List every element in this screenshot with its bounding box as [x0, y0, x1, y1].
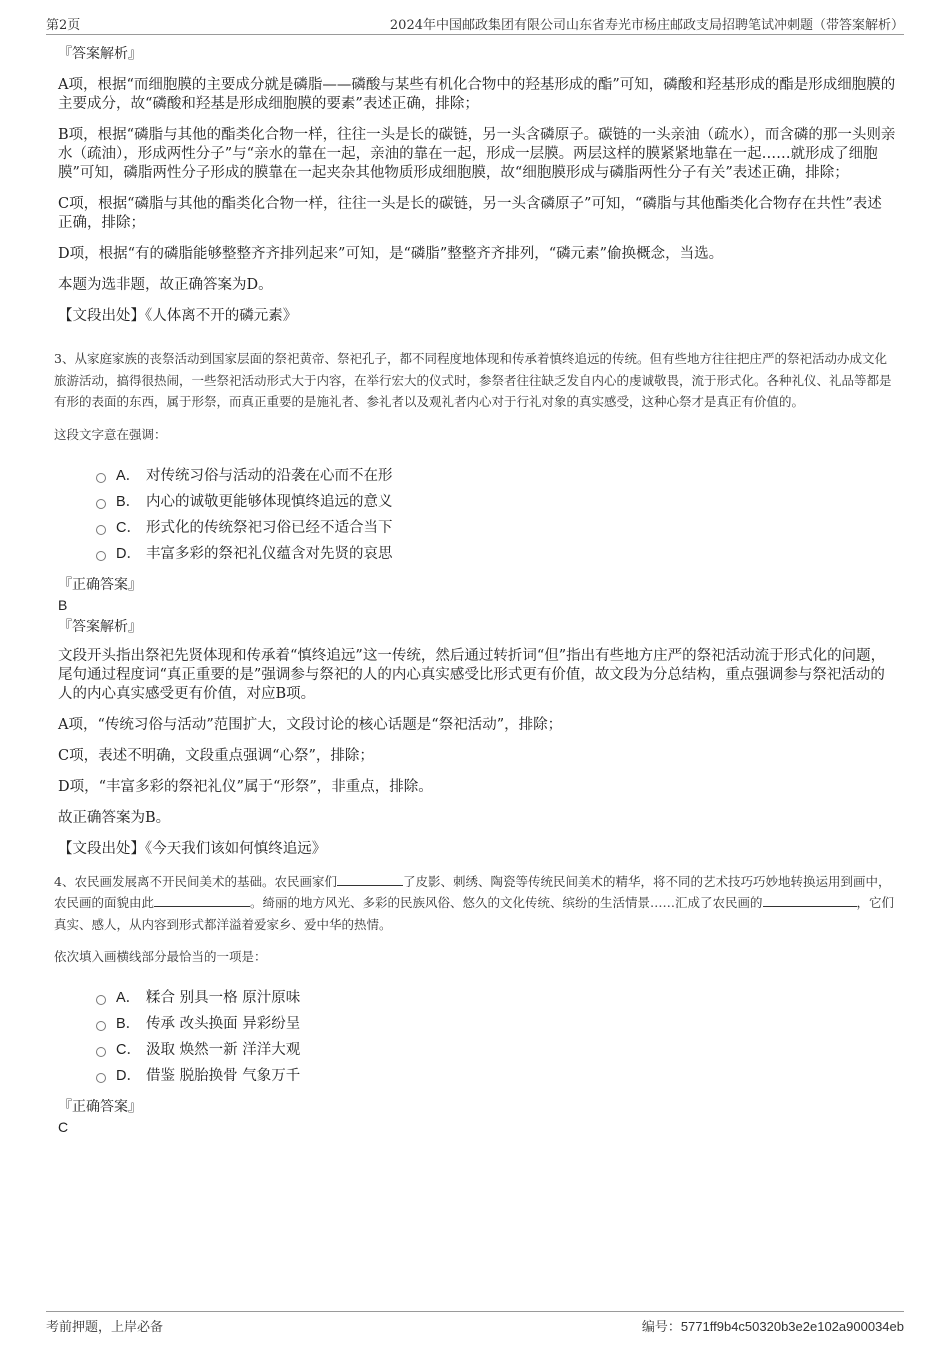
q4-option-a[interactable]: [96, 985, 896, 1011]
option-text: 形式化的传统祭祀习俗已经不适合当下: [146, 519, 393, 536]
q4-stem-part4: ，它们真实、感人，从内容到形式都洋溢着爱家乡、爱中华的热情。: [54, 895, 895, 932]
page-header: [46, 14, 904, 35]
q2-analysis-c: C项，根据“磷脂与其他的酯类化合物一样，往往一头是长的碳链，另一头含磷原子”可知，“磷脂与其他酯类化合物存在共性”表述正确，排除；: [58, 196, 882, 231]
blank-3: [763, 893, 857, 907]
q4-option-d[interactable]: [96, 1063, 896, 1089]
footer-code: [642, 1316, 904, 1335]
radio-icon[interactable]: [96, 1021, 106, 1031]
q3-option-d[interactable]: [96, 541, 896, 567]
option-letter: A．: [116, 467, 141, 484]
footer-slogan: 考前押题，上岸必备: [46, 1320, 164, 1335]
footer-code-label: 编号：: [641, 1320, 681, 1335]
q3-source: 【文段出处】《今天我们该如何慎终追远》: [58, 840, 327, 857]
q4-stem-part1: 4、农民画发展离不开民间美术的基础。农民画家们: [54, 873, 337, 889]
q4-options: [96, 985, 896, 1089]
option-letter: D．: [116, 545, 141, 562]
option-text: 丰富多彩的祭祀礼仪蕴含对先贤的哀思: [146, 545, 393, 562]
q4-question: 依次填入画横线部分最恰当的一项是：: [54, 949, 267, 964]
q3-stem: 3、从家庭家族的丧祭活动到国家层面的祭祀黄帝、祭祀孔子，都不同程度地体现和传承着慎终追远的传统。但有些地方往往把庄严的祭祀活动办成文化旅游活动，搞得很热闹，一些祭祀活动形式大于内容，在举行宏大的仪式时，参祭者往往缺乏发自内心的虔诚敬畏，流于形式化。各种礼仪、礼品等都是有形的表面的东西，属于形祭，而真正重要的是施礼者、参礼者以及观礼者内心对于行礼对象的真实感受，这种心祭才是真正有价值的。: [54, 351, 892, 409]
page-number: 第2页: [46, 18, 81, 33]
q3-option-c[interactable]: [96, 515, 896, 541]
q4-correct-label: 『正确答案』: [58, 1099, 142, 1115]
q2-analysis-a: A项，根据“而细胞膜的主要成分就是磷脂——磷酸与某些有机化合物中的羟基形成的酯”可知，磷酸和羟基形成的酯是形成细胞膜的主要成分，故“磷酸和羟基是形成细胞膜的要素”表述正确，排除；: [58, 77, 896, 112]
blank-1: [337, 872, 403, 886]
option-letter: C．: [116, 1042, 141, 1058]
q3-analysis-label: 『答案解析』: [58, 618, 142, 635]
option-text: 传承 改头换面 异彩纷呈: [146, 1016, 301, 1032]
document-body: [56, 44, 896, 1143]
q4-stem-part2: 了皮影、刺绣、陶瓷等传统民间美术的精华，将不同的艺术技巧巧妙地转换运用到画中，农民画的面貌由此: [54, 873, 891, 910]
q3-analysis-c: C项，表述不明确，文段重点强调“心祭”，排除；: [58, 747, 374, 764]
option-letter: A．: [116, 990, 141, 1006]
q4-correct-answer: C: [58, 1119, 69, 1135]
q3-analysis-a: A项，“传统习俗与活动”范围扩大，文段讨论的核心话题是“祭祀活动”，排除；: [58, 716, 563, 733]
radio-icon[interactable]: [96, 473, 106, 483]
radio-icon[interactable]: [96, 499, 106, 509]
page-footer: [46, 1311, 904, 1335]
option-text: 对传统习俗与活动的沿袭在心而不在形: [146, 467, 393, 484]
q2-analysis-label: 『答案解析』: [58, 46, 142, 62]
q3-analysis-d: D项，“丰富多彩的祭祀礼仪”属于“形祭”，非重点，排除。: [58, 778, 433, 795]
option-text: 汲取 焕然一新 洋洋大观: [146, 1042, 301, 1058]
option-text: 糅合 别具一格 原汁原味: [146, 990, 301, 1006]
option-letter: D．: [116, 1068, 141, 1084]
q3-option-a[interactable]: [96, 463, 896, 489]
option-text: 内心的诚敬更能够体现慎终追远的意义: [146, 493, 393, 510]
document-title: 2024年中国邮政集团有限公司山东省寿光市杨庄邮政支局招聘笔试冲刺题（带答案解析）: [389, 18, 904, 33]
radio-icon[interactable]: [96, 1047, 106, 1057]
option-letter: B．: [116, 493, 141, 510]
q3-correct-answer: B: [58, 596, 68, 613]
radio-icon[interactable]: [96, 551, 106, 561]
radio-icon[interactable]: [96, 1073, 106, 1083]
q2-analysis-b: B项，根据“磷脂与其他的酯类化合物一样，往往一头是长的碳链，另一头含磷原子。碳链的一头亲油（疏水），而含磷的那一头则亲水（疏油），形成两性分子”与“亲水的靠在一起，亲油的靠在一起，形成一层膜。两层这样的膜紧紧地靠在一起……就形成了细胞膜”可知，磷脂两性分子形成的膜靠在一起夹杂其他物质形成细胞膜，故“细胞膜形成与磷脂两性分子有关”表述正确，排除；: [58, 127, 896, 181]
q4-stem: [54, 871, 896, 936]
q2-conclusion: 本题为选非题，故正确答案为D。: [58, 277, 273, 293]
radio-icon[interactable]: [96, 525, 106, 535]
q3-question: 这段文字意在强调：: [54, 426, 167, 442]
q2-analysis-d: D项，根据“有的磷脂能够整整齐齐排列起来”可知，是“磷脂”整整齐齐排列，“磷元素”偷换概念，当选。: [58, 246, 724, 262]
blank-2: [154, 893, 250, 907]
option-letter: C．: [116, 519, 141, 536]
footer-code-value: 5771ff9b4c50320b3e2e102a900034eb: [680, 1319, 904, 1334]
q3-correct-label: 『正确答案』: [58, 576, 142, 593]
q3-conclusion: 故正确答案为B。: [58, 809, 171, 826]
q2-source: 【文段出处】《人体离不开的磷元素》: [58, 308, 298, 324]
radio-icon[interactable]: [96, 995, 106, 1005]
q4-option-c[interactable]: [96, 1037, 896, 1063]
option-letter: B．: [116, 1016, 141, 1032]
q4-option-b[interactable]: [96, 1011, 896, 1037]
q3-analysis-main: 文段开头指出祭祀先贤体现和传承着“慎终追远”这一传统，然后通过转折词“但”指出有些地方庄严的祭祀活动流于形式化的问题，尾句通过程度词“真正重要的是”强调参与祭祀的人的内心真实感受比形式更有价值，故文段为分总结构，重点强调参与祭祀活动的人的内心真实感受更有价值，对应B项。: [58, 647, 886, 702]
q4-stem-part3: 。绮丽的地方风光、多彩的民族风俗、悠久的文化传统、缤纷的生活情景……汇成了农民画的: [250, 895, 763, 910]
q3-options: [96, 463, 896, 567]
option-text: 借鉴 脱胎换骨 气象万千: [146, 1068, 301, 1084]
q3-option-b[interactable]: [96, 489, 896, 515]
